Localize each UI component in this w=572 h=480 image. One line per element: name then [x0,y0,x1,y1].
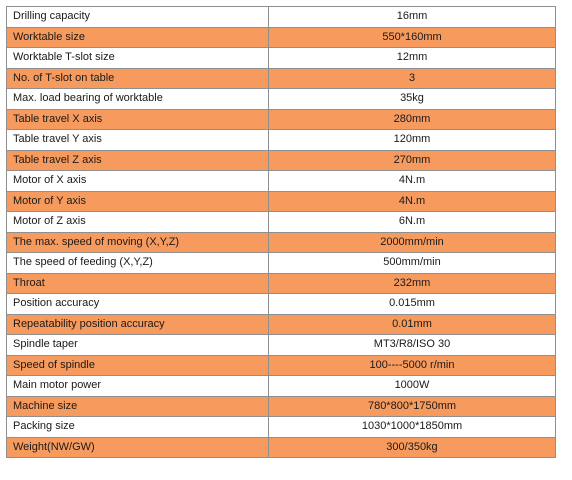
table-row [7,212,556,233]
spec-value: 1030*1000*1850mm [269,417,556,438]
table-row [7,376,556,397]
table-row [7,253,556,274]
table-row [7,89,556,110]
table-row [7,27,556,48]
spec-value: 4N.m [269,191,556,212]
spec-label: Weight(NW/GW) [7,437,269,458]
spec-value: 270mm [269,150,556,171]
spec-label: Table travel Y axis [7,130,269,151]
spec-label: The max. speed of moving (X,Y,Z) [7,232,269,253]
table-row [7,417,556,438]
spec-label: Worktable size [7,27,269,48]
spec-label: Table travel X axis [7,109,269,130]
spec-value: 232mm [269,273,556,294]
table-row [7,130,556,151]
spec-value: 280mm [269,109,556,130]
table-row [7,68,556,89]
table-row [7,191,556,212]
spec-label: The speed of feeding (X,Y,Z) [7,253,269,274]
table-row [7,171,556,192]
spec-value: 6N.m [269,212,556,233]
spec-value: 100----5000 r/min [269,355,556,376]
spec-value: 500mm/min [269,253,556,274]
spec-label: Max. load bearing of worktable [7,89,269,110]
spec-label: Repeatability position accuracy [7,314,269,335]
table-row [7,294,556,315]
table-row [7,232,556,253]
table-row [7,48,556,69]
table-row [7,396,556,417]
spec-label: Speed of spindle [7,355,269,376]
specification-table [6,6,556,458]
spec-label: Drilling capacity [7,7,269,28]
spec-value: 120mm [269,130,556,151]
spec-label: Throat [7,273,269,294]
spec-label: No. of T-slot on table [7,68,269,89]
spec-value: 1000W [269,376,556,397]
spec-label: Packing size [7,417,269,438]
table-row [7,355,556,376]
spec-value: 35kg [269,89,556,110]
spec-value: 4N.m [269,171,556,192]
spec-label: Main motor power [7,376,269,397]
spec-value: 0.015mm [269,294,556,315]
table-row [7,273,556,294]
spec-label: Position accuracy [7,294,269,315]
spec-value: 3 [269,68,556,89]
table-row [7,314,556,335]
spec-value: 12mm [269,48,556,69]
spec-value: 300/350kg [269,437,556,458]
spec-value: 16mm [269,7,556,28]
spec-value: MT3/R8/ISO 30 [269,335,556,356]
spec-value: 0.01mm [269,314,556,335]
specification-table-body [7,7,556,458]
spec-value: 2000mm/min [269,232,556,253]
spec-label: Motor of X axis [7,171,269,192]
spec-label: Motor of Z axis [7,212,269,233]
table-row [7,437,556,458]
table-row [7,150,556,171]
table-row [7,335,556,356]
table-row [7,109,556,130]
table-row [7,7,556,28]
spec-value: 780*800*1750mm [269,396,556,417]
spec-label: Machine size [7,396,269,417]
spec-label: Motor of Y axis [7,191,269,212]
spec-value: 550*160mm [269,27,556,48]
spec-label: Table travel Z axis [7,150,269,171]
spec-label: Worktable T-slot size [7,48,269,69]
spec-label: Spindle taper [7,335,269,356]
